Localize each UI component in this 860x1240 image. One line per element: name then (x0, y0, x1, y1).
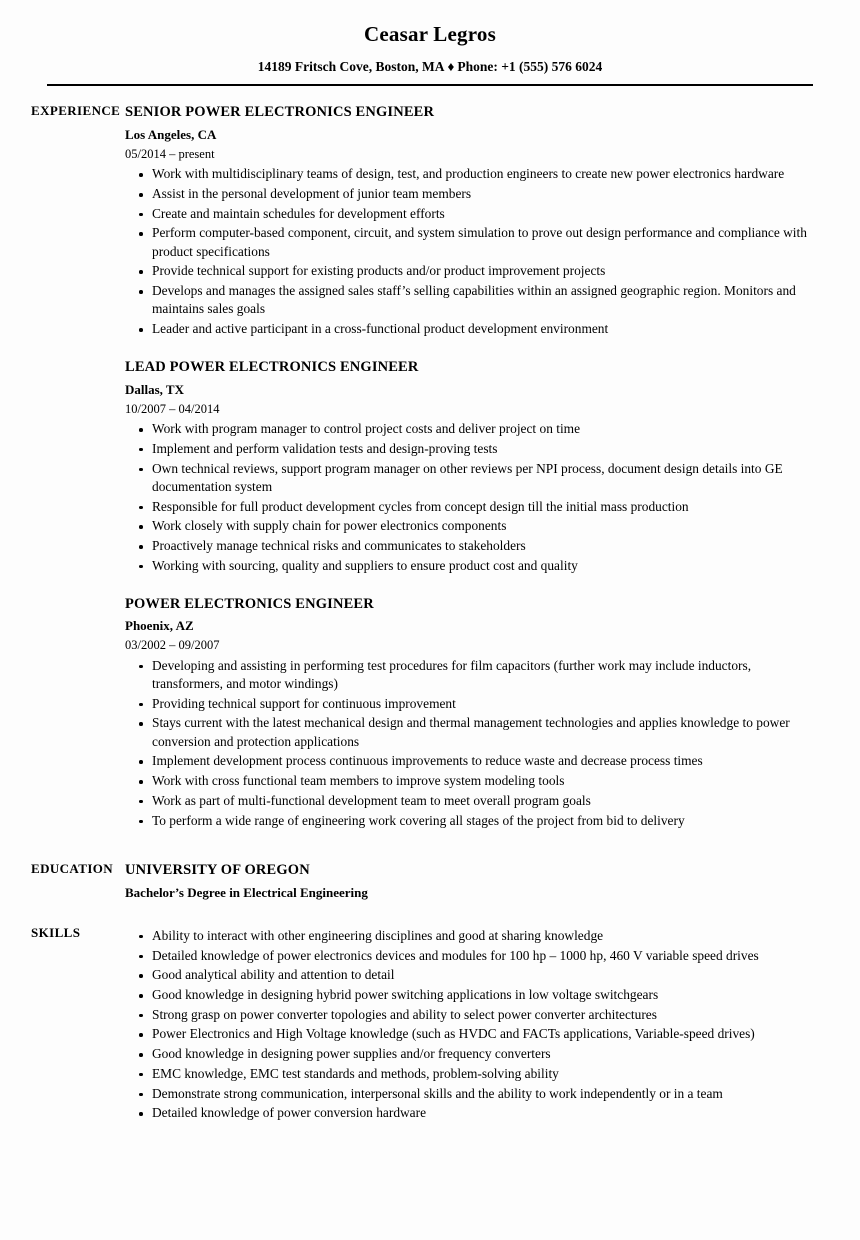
bullet-item: Proactively manage technical risks and communicates to stakeholders (125, 537, 808, 555)
job-dates: 10/2007 – 04/2014 (125, 401, 220, 416)
bullet-item: Implement development process continuous improvements to reduce waste and decrease process times (125, 752, 808, 770)
bullet-item: Working with sourcing, quality and suppliers to ensure product cost and quality (125, 557, 808, 575)
bullet-item: Responsible for full product development cycles from concept design till the initial mass production (125, 498, 808, 516)
section-skills (0, 925, 860, 1123)
bullet-item: EMC knowledge, EMC test standards and methods, problem-solving ability (125, 1065, 808, 1083)
section-education (0, 861, 860, 903)
job-bullet-list (125, 420, 808, 575)
section-experience (0, 103, 860, 829)
section-label-experience: EXPERIENCE (31, 103, 121, 119)
candidate-name: Ceasar Legros (364, 22, 496, 46)
section-label-skills: SKILLS (31, 924, 81, 940)
bullet-item: Good knowledge in designing power supplies and/or frequency converters (125, 1045, 808, 1063)
bullet-item: Detailed knowledge of power conversion hardware (125, 1104, 808, 1122)
education-school: UNIVERSITY OF OREGON (125, 861, 310, 878)
job-location: Phoenix, AZ (125, 618, 194, 634)
bullet-item: Demonstrate strong communication, interpersonal skills and the ability to work independently or in a team (125, 1085, 808, 1103)
job-dates: 05/2014 – present (125, 146, 215, 161)
bullet-item: Work as part of multi-functional development team to meet overall program goals (125, 792, 808, 810)
skills-body (125, 925, 860, 1123)
experience-body (125, 103, 860, 829)
job-location: Los Angeles, CA (125, 126, 217, 142)
contact-phone: Phone: +1 (555) 576 6024 (457, 59, 603, 75)
bullet-item: Strong grasp on power converter topologies and ability to select power converter architectures (125, 1006, 808, 1024)
bullet-item: Perform computer-based component, circuit, and system simulation to prove out design performance and compliance with product specifications (125, 224, 808, 260)
experience-entry (125, 595, 808, 830)
bullet-item: Leader and active participant in a cross-functional product development environment (125, 320, 808, 338)
bullet-item: Providing technical support for continuous improvement (125, 695, 808, 713)
contact-line (0, 59, 860, 75)
bullet-item: Work with cross functional team members to improve system modeling tools (125, 772, 808, 790)
education-degree: Bachelor’s Degree in Electrical Engineering (125, 885, 368, 901)
job-bullet-list (125, 657, 808, 830)
bullet-item: Stays current with the latest mechanical design and thermal management technologies and applies knowledge to power conversion and protection applications (125, 714, 808, 750)
contact-address: 14189 Fritsch Cove, Boston, MA (257, 59, 445, 75)
bullet-item: Good analytical ability and attention to detail (125, 966, 808, 984)
bullet-item: Own technical reviews, support program manager on other reviews per NPI process, document design details into GE documentation system (125, 460, 808, 496)
experience-entry (125, 358, 808, 575)
bullet-item: Detailed knowledge of power electronics devices and modules for 100 hp – 1000 hp, 460 V variable speed drives (125, 947, 808, 965)
bullet-item: Developing and assisting in performing test procedures for film capacitors (further work may include inductors, transformers, and motor windings) (125, 657, 808, 693)
job-dates: 03/2002 – 09/2007 (125, 638, 220, 653)
bullet-item: Implement and perform validation tests and design-proving tests (125, 440, 808, 458)
bullet-item: Power Electronics and High Voltage knowledge (such as HVDC and FACTs applications, Variable-speed drives) (125, 1025, 808, 1043)
bullet-item: Ability to interact with other engineering disciplines and good at sharing knowledge (125, 927, 808, 945)
diamond-separator-icon: ♦ (447, 59, 455, 75)
bullet-item: Assist in the personal development of junior team members (125, 185, 808, 203)
bullet-item: Work closely with supply chain for power electronics components (125, 517, 808, 535)
bullet-item: Provide technical support for existing products and/or product improvement projects (125, 262, 808, 280)
bullet-item: Work with program manager to control project costs and deliver project on time (125, 420, 808, 438)
bullet-item: To perform a wide range of engineering work covering all stages of the project from bid to delivery (125, 812, 808, 830)
bullet-item: Work with multidisciplinary teams of design, test, and production engineers to create new power electronics hardware (125, 165, 808, 183)
job-bullet-list (125, 165, 808, 338)
experience-entry (125, 103, 808, 338)
section-label-education: EDUCATION (31, 860, 114, 876)
job-location: Dallas, TX (125, 381, 184, 397)
bullet-item: Create and maintain schedules for development efforts (125, 205, 808, 223)
bullet-item: Develops and manages the assigned sales staff’s selling capabilities within an assigned geographic region. Monitors and maintains sales goals (125, 282, 808, 318)
education-body (125, 861, 860, 903)
job-title: SENIOR POWER ELECTRONICS ENGINEER (125, 104, 435, 121)
job-title: LEAD POWER ELECTRONICS ENGINEER (125, 359, 419, 376)
job-title: POWER ELECTRONICS ENGINEER (125, 595, 374, 612)
resume-header (0, 0, 860, 86)
header-divider (47, 84, 813, 86)
bullet-item: Good knowledge in designing hybrid power switching applications in low voltage switchgears (125, 986, 808, 1004)
skills-bullet-list (125, 927, 808, 1123)
